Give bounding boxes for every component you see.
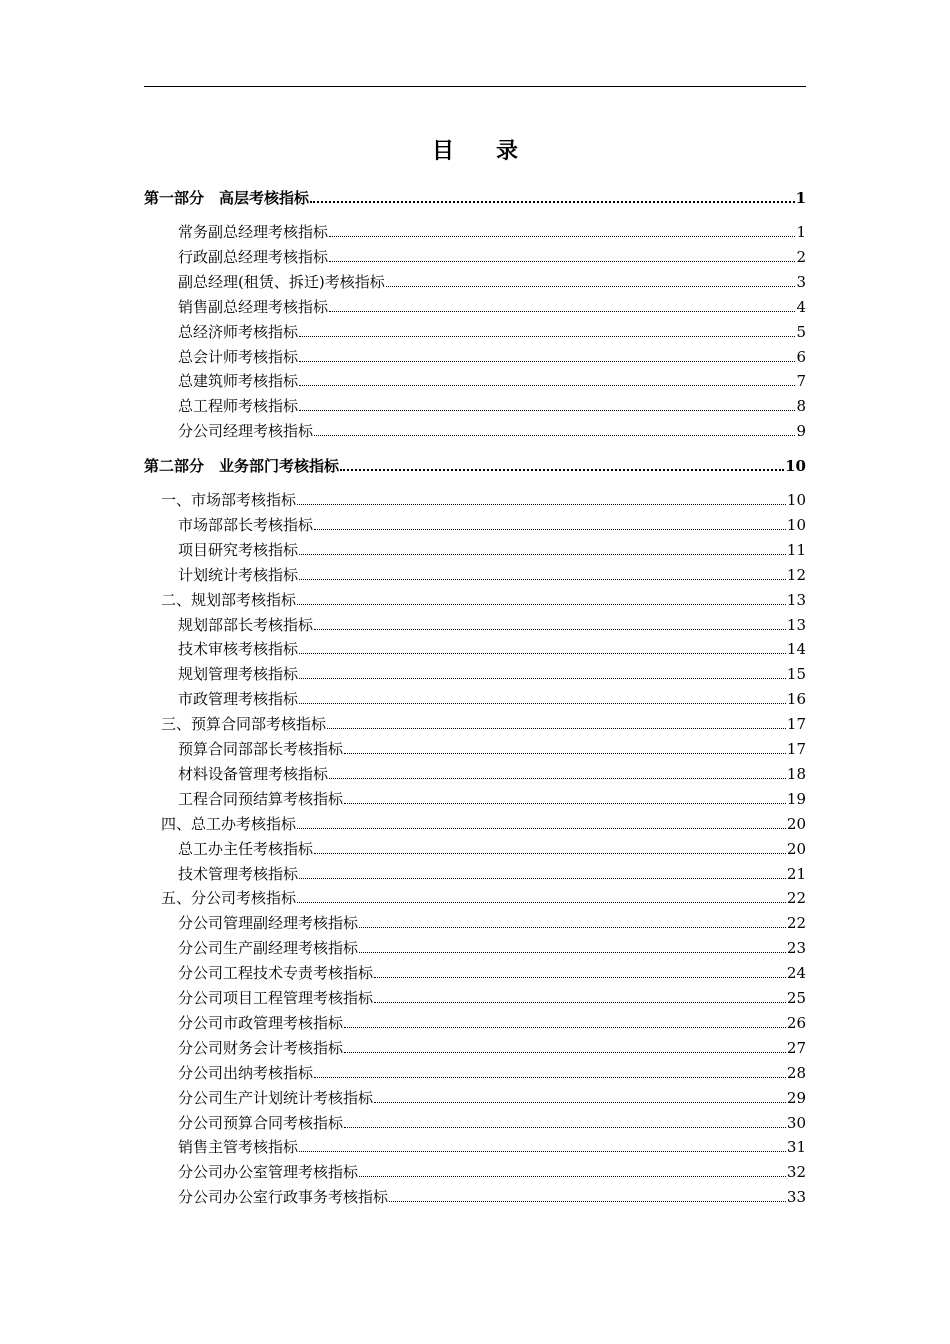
dot-leader (314, 609, 786, 630)
toc-entry-page-number: 11 (786, 540, 806, 559)
toc-entry-page-number: 25 (786, 989, 806, 1007)
toc-entry-label: 副总经理(租赁、拆迁)考核指标 (178, 272, 385, 291)
toc-title-char-2: 录 (496, 138, 519, 164)
toc-entry[interactable] (144, 986, 806, 1008)
dot-leader (299, 1131, 786, 1152)
toc-entry-label: 一、市场部考核指标 (161, 491, 297, 509)
toc-title (144, 136, 806, 166)
dot-leader (310, 181, 795, 203)
dot-leader (340, 449, 784, 471)
toc-entry-label: 技术审核考核指标 (178, 640, 299, 659)
toc-entry-page-number: 9 (796, 422, 806, 441)
dot-leader (329, 241, 795, 262)
dot-leader (299, 534, 786, 555)
toc-entry-label: 分公司生产副经理考核指标 (178, 939, 359, 958)
dot-leader (297, 584, 786, 605)
toc-entry[interactable] (144, 1011, 806, 1033)
toc-entry-page-number: 20 (786, 814, 806, 833)
toc-entry-page-number: 10 (785, 457, 806, 475)
toc-entry-page-number: 2 (796, 247, 806, 266)
toc-entry-page-number: 4 (796, 297, 806, 316)
toc-section-entry[interactable] (144, 712, 806, 734)
toc-entry-page-number: 17 (786, 740, 806, 758)
dot-leader (299, 658, 786, 679)
toc-section-entry[interactable] (144, 588, 806, 610)
toc-entry[interactable] (144, 220, 806, 242)
toc-entry-page-number: 10 (786, 515, 806, 534)
toc-entry[interactable] (144, 1185, 806, 1207)
dot-leader (299, 390, 795, 411)
toc-entry[interactable] (144, 1036, 806, 1058)
toc-entry[interactable] (144, 911, 806, 933)
dot-leader (299, 341, 795, 362)
toc-entry-label: 分公司市政管理考核指标 (178, 1013, 344, 1032)
toc-entry[interactable] (144, 419, 806, 441)
dot-leader (327, 708, 786, 729)
toc-entry-page-number: 28 (786, 1063, 806, 1082)
toc-entry[interactable] (144, 762, 806, 784)
toc-entry-page-number: 30 (786, 1113, 806, 1132)
dot-leader (299, 365, 795, 386)
dot-leader (359, 1156, 786, 1177)
toc-entry-page-number: 18 (786, 764, 806, 783)
toc-entry-page-number: 19 (786, 789, 806, 808)
toc-entry-page-number: 22 (786, 889, 806, 908)
dot-leader (344, 1107, 786, 1128)
toc-part-heading[interactable] (144, 186, 806, 208)
toc-title-char-1: 目 (431, 138, 454, 164)
toc-entry-label: 分公司生产计划统计考核指标 (178, 1088, 374, 1107)
toc-entry-label: 分公司项目工程管理考核指标 (178, 989, 374, 1007)
toc-entry[interactable] (144, 936, 806, 958)
toc-entry-label: 预算合同部部长考核指标 (178, 740, 344, 758)
toc-entry[interactable] (144, 687, 806, 709)
toc-entry-page-number: 22 (786, 914, 806, 933)
toc-entry[interactable] (144, 345, 806, 367)
toc-entry-label: 第一部分 高层考核指标 (144, 189, 310, 207)
toc-entry[interactable] (144, 1086, 806, 1108)
toc-entry-page-number: 6 (796, 347, 806, 366)
toc-entry-label: 五、分公司考核指标 (161, 889, 297, 908)
toc-entry-page-number: 13 (786, 590, 806, 609)
toc-entry[interactable] (144, 737, 806, 759)
dot-leader (344, 1007, 786, 1028)
toc-section-entry[interactable] (144, 812, 806, 834)
toc-entry-page-number: 3 (796, 272, 806, 291)
dot-leader (386, 266, 796, 287)
toc-entry-page-number: 14 (786, 640, 806, 659)
toc-part-heading[interactable] (144, 454, 806, 476)
toc-section-entry[interactable] (144, 488, 806, 510)
dot-leader (329, 758, 786, 779)
toc-entry-label: 三、预算合同部考核指标 (161, 715, 327, 734)
toc-entry-label: 第二部分 业务部门考核指标 (144, 457, 340, 475)
toc-section-entry[interactable] (144, 886, 806, 908)
dot-leader (299, 559, 786, 580)
toc-entry-label: 四、总工办考核指标 (161, 814, 297, 833)
toc-entry-label: 分公司工程技术专责考核指标 (178, 964, 374, 983)
toc-entry[interactable] (144, 1061, 806, 1083)
toc-entry-label: 分公司财务会计考核指标 (178, 1038, 344, 1057)
dot-leader (344, 1032, 786, 1053)
toc-entry-label: 总建筑师考核指标 (178, 372, 299, 391)
toc-entry-label: 常务副总经理考核指标 (178, 223, 329, 241)
toc-entry-label: 分公司办公室管理考核指标 (178, 1163, 359, 1182)
toc-entry-page-number: 5 (796, 322, 806, 341)
dot-leader (299, 683, 786, 704)
toc-entry-label: 总工办主任考核指标 (178, 839, 314, 858)
dot-leader (359, 932, 786, 953)
toc-entry-label: 分公司管理副经理考核指标 (178, 914, 359, 933)
toc-entry-label: 分公司办公室行政事务考核指标 (178, 1188, 389, 1207)
toc-entry[interactable] (144, 245, 806, 267)
toc-entry-page-number: 12 (786, 565, 806, 584)
dot-leader (297, 484, 786, 505)
dot-leader (374, 957, 786, 978)
dot-leader (329, 216, 795, 237)
toc-entry-page-number: 26 (786, 1013, 806, 1032)
dot-leader (374, 1082, 786, 1103)
toc-entry-label: 材料设备管理考核指标 (178, 764, 329, 783)
toc-entry-page-number: 13 (786, 615, 806, 634)
dot-leader (297, 882, 786, 903)
toc-entry-page-number: 24 (786, 964, 806, 983)
toc-entry-page-number: 10 (786, 491, 806, 509)
toc-entry-label: 行政副总经理考核指标 (178, 247, 329, 266)
toc-entry[interactable] (144, 787, 806, 809)
dot-leader (344, 783, 786, 804)
toc-entry-label: 规划管理考核指标 (178, 665, 299, 684)
toc-entry[interactable] (144, 637, 806, 659)
toc-entry-label: 技术管理考核指标 (178, 864, 299, 883)
dot-leader (389, 1181, 786, 1202)
toc-entry-page-number: 21 (786, 864, 806, 883)
header-rule (144, 86, 806, 87)
toc-entry-page-number: 32 (786, 1163, 806, 1182)
toc-entry-page-number: 7 (796, 372, 806, 391)
toc-entry-label: 市政管理考核指标 (178, 690, 299, 709)
toc-entry[interactable] (144, 662, 806, 684)
toc-entry-label: 市场部部长考核指标 (178, 515, 314, 534)
toc-entry-label: 销售副总经理考核指标 (178, 297, 329, 316)
toc-entry[interactable] (144, 1135, 806, 1157)
toc-entry[interactable] (144, 270, 806, 292)
toc-entry-page-number: 20 (786, 839, 806, 858)
toc-entry-label: 总经济师考核指标 (178, 322, 299, 341)
toc-entry-page-number: 29 (786, 1088, 806, 1107)
toc-entry-label: 销售主管考核指标 (178, 1138, 299, 1157)
toc-entry-label: 项目研究考核指标 (178, 540, 299, 559)
toc-entry[interactable] (144, 961, 806, 983)
toc-entry-label: 工程合同预结算考核指标 (178, 789, 344, 808)
toc-entry-page-number: 33 (786, 1188, 806, 1207)
dot-leader (299, 316, 795, 337)
dot-leader (299, 633, 786, 654)
toc-entry[interactable] (144, 295, 806, 317)
toc-entry-page-number: 1 (796, 223, 806, 241)
toc-entry[interactable] (144, 862, 806, 884)
dot-leader (314, 833, 786, 854)
toc-entry-label: 计划统计考核指标 (178, 565, 299, 584)
toc-entry[interactable] (144, 1160, 806, 1182)
toc-entry[interactable] (144, 320, 806, 342)
toc-entry-label: 分公司出纳考核指标 (178, 1063, 314, 1082)
dot-leader (314, 509, 786, 530)
dot-leader (359, 907, 786, 928)
toc-entry[interactable] (144, 369, 806, 391)
toc-entry-page-number: 17 (786, 715, 806, 734)
toc-entry-page-number: 31 (786, 1138, 806, 1157)
toc-entry-page-number: 1 (795, 189, 806, 207)
dot-leader (297, 808, 786, 829)
toc-entry-page-number: 27 (786, 1038, 806, 1057)
toc-entry[interactable] (144, 837, 806, 859)
toc-entry-label: 二、规划部考核指标 (161, 590, 297, 609)
dot-leader (329, 291, 795, 312)
toc-entry-label: 分公司经理考核指标 (178, 422, 314, 441)
toc-entry[interactable] (144, 563, 806, 585)
toc-entry-page-number: 15 (786, 665, 806, 684)
toc-entry-page-number: 16 (786, 690, 806, 709)
toc-entry-label: 总工程师考核指标 (178, 397, 299, 416)
dot-leader (374, 982, 786, 1003)
toc-entry-page-number: 8 (796, 397, 806, 416)
toc-entry[interactable] (144, 513, 806, 535)
dot-leader (314, 415, 795, 436)
toc-entry-label: 分公司预算合同考核指标 (178, 1113, 344, 1132)
dot-leader (299, 858, 786, 879)
dot-leader (344, 733, 786, 754)
toc-entry[interactable] (144, 1111, 806, 1133)
toc-entry-label: 总会计师考核指标 (178, 347, 299, 366)
toc-entry-label: 规划部部长考核指标 (178, 615, 314, 634)
toc-entry[interactable] (144, 538, 806, 560)
toc-entry[interactable] (144, 613, 806, 635)
toc-entry[interactable] (144, 394, 806, 416)
dot-leader (314, 1057, 786, 1078)
toc-entry-page-number: 23 (786, 939, 806, 958)
